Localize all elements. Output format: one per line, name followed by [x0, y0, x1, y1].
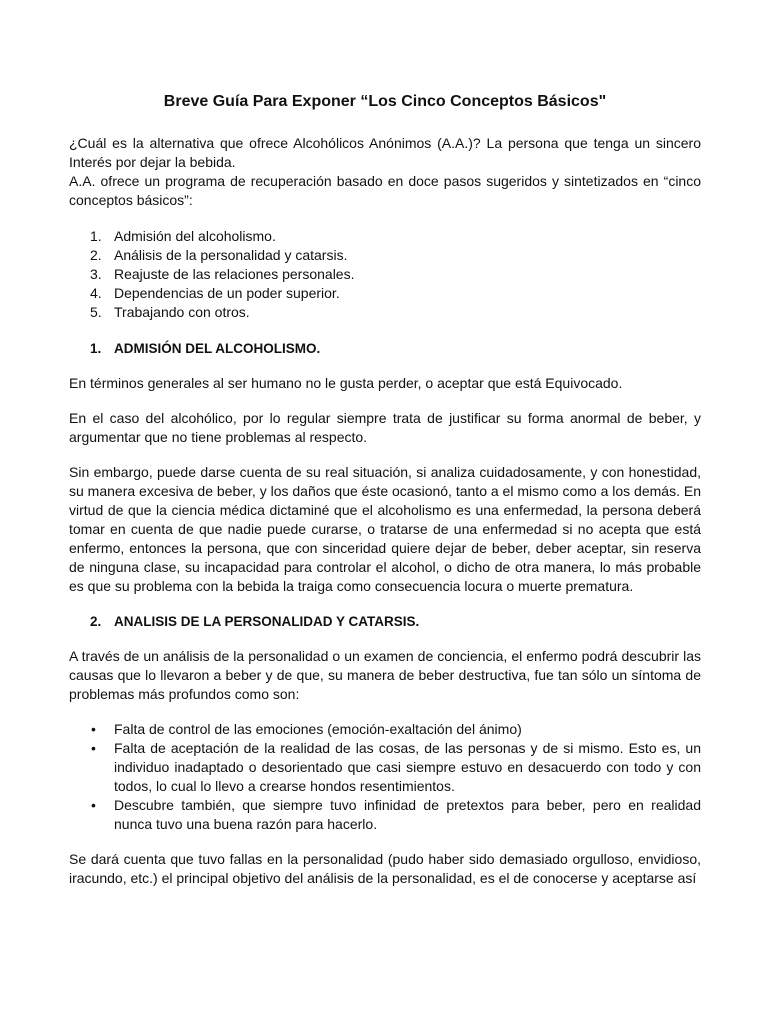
- document-title: Breve Guía Para Exponer “Los Cinco Conceptos Básicos": [163, 93, 607, 110]
- concept-label: Admisión del alcoholismo.: [114, 228, 276, 244]
- section-1-heading: [69, 339, 701, 358]
- section-1-paragraph-3: Sin embargo, puede darse cuenta de su real situación, si analiza cuidadosamente, y con honestidad, su manera excesiva de beber, y los daños que éste ocasionó, tanto a el mismo como a los demás. En virtud de que la ciencia médica dictaminé que el alcoholismo es una enfermedad, la persona deberá tomar en cuenta de que nadie puede curarse, o tratarse de una enfermedad si no acepta que está enfermo, entonces la persona, que con sinceridad quiere dejar de beber, deber aceptar, sin reserva de ninguna clase, su incapacidad para controlar el alcohol, o dicho de otra manera, lo más probable es que su problema con la bebida la traiga como consecuencia locura o muerte prematura.: [69, 464, 701, 594]
- concept-label: Trabajando con otros.: [114, 304, 250, 320]
- concept-item: [69, 303, 701, 322]
- concept-number: 3.: [90, 266, 102, 282]
- concept-number: 2.: [90, 247, 102, 263]
- concept-number: 4.: [90, 285, 102, 301]
- concept-label: Análisis de la personalidad y catarsis.: [114, 247, 348, 263]
- problem-item: [69, 796, 701, 834]
- bullet-icon: •: [91, 797, 96, 813]
- problem-item: [69, 739, 701, 796]
- section-2-number: 2.: [90, 614, 102, 629]
- intro-paragraph-2: A.A. ofrece un programa de recuperación basado en doce pasos sugeridos y sintetizados en “cinco conceptos básicos”:: [69, 173, 701, 208]
- bullet-icon: •: [91, 721, 96, 737]
- concepts-list: [69, 227, 701, 322]
- section-1-title: ADMISIÓN DEL ALCOHOLISMO.: [114, 341, 321, 356]
- section-1-paragraph-1: En términos generales al ser humano no le gusta perder, o aceptar que está Equivocado.: [69, 375, 623, 391]
- problem-text: Descubre también, que siempre tuvo infinidad de pretextos para beber, pero en realidad nunca tuvo una buena razón para hacerlo.: [114, 797, 701, 832]
- problems-list: [69, 720, 701, 834]
- section-1-number: 1.: [90, 341, 102, 356]
- section-2-paragraph-2: Se dará cuenta que tuvo fallas en la personalidad (pudo haber sido demasiado orgulloso, envidioso, iracundo, etc.) el principal objetivo del análisis de la personalidad, es el de conocerse y aceptarse así: [69, 851, 701, 886]
- concept-item: [69, 284, 701, 303]
- concept-label: Dependencias de un poder superior.: [114, 285, 340, 301]
- bullet-icon: •: [91, 740, 96, 756]
- intro-paragraph-1: ¿Cuál es la alternativa que ofrece Alcohólicos Anónimos (A.A.)? La persona que tenga un sincero Interés por dejar la bebida.: [69, 135, 701, 170]
- section-1-paragraph-2: En el caso del alcohólico, por lo regular siempre trata de justificar su forma anormal de beber, y argumentar que no tiene problemas al respecto.: [69, 410, 701, 445]
- problem-item: [69, 720, 701, 739]
- section-2-title: ANALISIS DE LA PERSONALIDAD Y CATARSIS.: [114, 614, 420, 629]
- concept-item: [69, 265, 701, 284]
- problem-text: Falta de control de las emociones (emoción-exaltación del ánimo): [114, 721, 522, 737]
- concept-number: 5.: [90, 304, 102, 320]
- problem-text: Falta de aceptación de la realidad de las cosas, de las personas y de si mismo. Esto es, un individuo inadaptado o desorientado que casi siempre estuvo en desacuerdo con todo y con todos, lo cual lo llevo a crearse hondos resentimientos.: [114, 740, 701, 794]
- section-2-heading: [69, 612, 701, 631]
- concept-number: 1.: [90, 228, 102, 244]
- concept-label: Reajuste de las relaciones personales.: [114, 266, 355, 282]
- document-page: [69, 92, 701, 888]
- concept-item: [69, 227, 701, 246]
- section-2-paragraph-1: A través de un análisis de la personalidad o un examen de conciencia, el enfermo podrá descubrir las causas que lo llevaron a beber y de que, su manera de beber destructiva, fue tan sólo un síntoma de problemas más profundos como son:: [69, 648, 701, 702]
- concept-item: [69, 246, 701, 265]
